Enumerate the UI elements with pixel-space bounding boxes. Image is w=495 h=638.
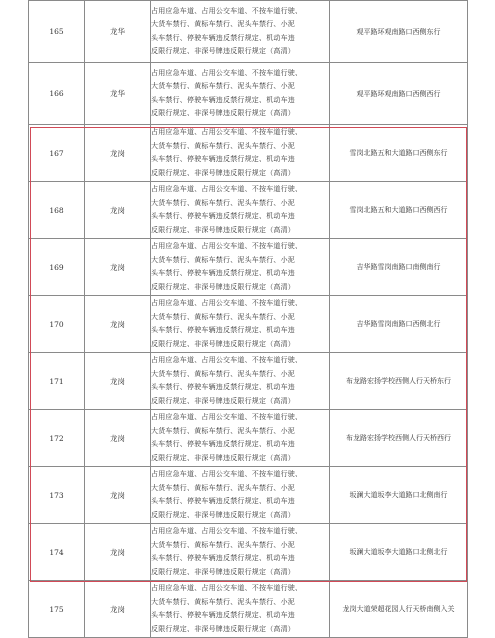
table-row (29, 467, 468, 524)
table-row (29, 581, 468, 638)
violation-line: 占用应急车道、占用公交车道、不按车道行驶、 (151, 356, 303, 364)
location-cell: 观平路环观南路口西侧东行 (330, 1, 468, 63)
location-cell: 雪岗北路五和大道路口西侧东行 (330, 125, 468, 182)
violation-line: 反限行规定、非深号牌违反限行规定（高清） (151, 624, 295, 633)
location-cell: 布龙路宏扬学校西侧人行天桥东行 (330, 353, 468, 410)
table-row (29, 125, 468, 182)
violation-types-cell (151, 239, 330, 296)
violation-line: 头车禁行、停驶车辆违反禁行规定、机动车违 (151, 212, 295, 220)
record-number: 168 (29, 182, 85, 239)
record-number: 172 (29, 410, 85, 467)
violation-line: 占用应急车道、占用公交车道、不按车道行驶、 (151, 470, 303, 478)
violation-line: 占用应急车道、占用公交车道、不按车道行驶、 (151, 185, 303, 193)
violation-line: 占用应急车道、占用公交车道、不按车道行驶、 (151, 299, 303, 307)
record-number: 169 (29, 239, 85, 296)
table-row (29, 63, 468, 125)
district-cell: 龙岗 (85, 467, 151, 524)
district-cell: 龙华 (85, 1, 151, 63)
table-row (29, 524, 468, 581)
violation-line: 头车禁行、停驶车辆违反禁行规定、机动车违 (151, 611, 295, 619)
location-cell: 观平路环观南路口西侧西行 (330, 63, 468, 125)
enforcement-location-table (28, 0, 468, 638)
violation-line: 占用应急车道、占用公交车道、不按车道行驶、 (151, 242, 303, 250)
district-cell: 龙岗 (85, 353, 151, 410)
violation-line: 反限行规定、非深号牌违反限行规定（高清） (151, 282, 295, 291)
table-row (29, 353, 468, 410)
district-cell: 龙岗 (85, 581, 151, 638)
violation-line: 大货车禁行、黄标车禁行、泥头车禁行、小泥 (151, 255, 295, 264)
violation-line: 头车禁行、停驶车辆违反禁行规定、机动车违 (151, 554, 295, 562)
record-number: 167 (29, 125, 85, 182)
violation-types-cell (151, 296, 330, 353)
record-number: 165 (29, 1, 85, 63)
violation-line: 占用应急车道、占用公交车道、不按车道行驶、 (151, 413, 303, 421)
violation-line: 反限行规定、非深号牌违反限行规定（高清） (151, 47, 295, 55)
violation-line: 反限行规定、非深号牌违反限行规定（高清） (151, 339, 295, 348)
violation-line: 占用应急车道、占用公交车道、不按车道行驶、 (151, 128, 303, 136)
location-cell: 雪岗北路五和大道路口西侧西行 (330, 182, 468, 239)
violation-line: 大货车禁行、黄标车禁行、泥头车禁行、小泥 (151, 426, 295, 435)
violation-types-cell (151, 125, 330, 182)
violation-line: 头车禁行、停驶车辆违反禁行规定、机动车违 (151, 440, 295, 448)
record-number: 170 (29, 296, 85, 353)
record-number: 174 (29, 524, 85, 581)
violation-line: 反限行规定、非深号牌违反限行规定（高清） (151, 109, 295, 117)
location-cell: 龙岗大道荣超花园人行天桥南侧入关 (330, 581, 468, 638)
violation-line: 占用应急车道、占用公交车道、不按车道行驶、 (151, 6, 303, 15)
violation-types-cell (151, 1, 330, 63)
violation-line: 大货车禁行、黄标车禁行、泥头车禁行、小泥 (151, 369, 295, 378)
violation-types-cell (151, 467, 330, 524)
violation-line: 大货车禁行、黄标车禁行、泥头车禁行、小泥 (151, 198, 295, 207)
location-cell: 吉华路雪岗南路口西侧北行 (330, 296, 468, 353)
table-row (29, 296, 468, 353)
violation-line: 大货车禁行、黄标车禁行、泥头车禁行、小泥 (151, 597, 295, 606)
violation-line: 头车禁行、停驶车辆违反禁行规定、机动车违 (151, 155, 295, 163)
table-row (29, 410, 468, 467)
location-cell: 布龙路宏扬学校西侧人行天桥西行 (330, 410, 468, 467)
district-cell: 龙岗 (85, 125, 151, 182)
violation-line: 大货车禁行、黄标车禁行、泥头车禁行、小泥 (151, 141, 295, 150)
table-row (29, 182, 468, 239)
violation-line: 头车禁行、停驶车辆违反禁行规定、机动车违 (151, 497, 295, 505)
violation-types-cell (151, 581, 330, 638)
violation-line: 反限行规定、非深号牌违反限行规定（高清） (151, 453, 295, 462)
violation-line: 大货车禁行、黄标车禁行、泥头车禁行、小泥 (151, 540, 295, 549)
violation-types-cell (151, 63, 330, 125)
violation-line: 头车禁行、停驶车辆违反禁行规定、机动车违 (151, 383, 295, 391)
violation-line: 头车禁行、停驶车辆违反禁行规定、机动车违 (151, 33, 295, 42)
violation-line: 大货车禁行、黄标车禁行、泥头车禁行、小泥 (151, 20, 295, 28)
violation-line: 占用应急车道、占用公交车道、不按车道行驶、 (151, 584, 303, 592)
district-cell: 龙岗 (85, 239, 151, 296)
location-cell: 坂澜大道坂李大道路口北侧南行 (330, 467, 468, 524)
violation-line: 反限行规定、非深号牌违反限行规定（高清） (151, 396, 295, 405)
district-cell: 龙岗 (85, 524, 151, 581)
violation-line: 反限行规定、非深号牌违反限行规定（高清） (151, 225, 295, 234)
district-cell: 龙岗 (85, 410, 151, 467)
violation-line: 头车禁行、停驶车辆违反禁行规定、机动车违 (151, 326, 295, 334)
violation-types-cell (151, 524, 330, 581)
violation-line: 占用应急车道、占用公交车道、不按车道行驶、 (151, 68, 303, 77)
location-cell: 坂澜大道坂李大道路口北侧北行 (330, 524, 468, 581)
violation-line: 反限行规定、非深号牌违反限行规定（高清） (151, 510, 295, 519)
violation-types-cell (151, 353, 330, 410)
district-cell: 龙华 (85, 63, 151, 125)
violation-line: 头车禁行、停驶车辆违反禁行规定、机动车违 (151, 269, 295, 277)
district-cell: 龙岗 (85, 182, 151, 239)
record-number: 173 (29, 467, 85, 524)
violation-types-cell (151, 182, 330, 239)
violation-line: 占用应急车道、占用公交车道、不按车道行驶、 (151, 527, 303, 535)
record-number: 171 (29, 353, 85, 410)
table-row (29, 239, 468, 296)
violation-line: 头车禁行、停驶车辆违反禁行规定、机动车违 (151, 95, 295, 104)
violation-line: 反限行规定、非深号牌违反限行规定（高清） (151, 567, 295, 576)
record-number: 166 (29, 63, 85, 125)
location-cell: 吉华路雪岗南路口南侧南行 (330, 239, 468, 296)
table-body (29, 1, 468, 638)
violation-line: 大货车禁行、黄标车禁行、泥头车禁行、小泥 (151, 312, 295, 321)
violation-types-cell (151, 410, 330, 467)
violation-line: 大货车禁行、黄标车禁行、泥头车禁行、小泥 (151, 483, 295, 492)
record-number: 175 (29, 581, 85, 638)
violation-line: 大货车禁行、黄标车禁行、泥头车禁行、小泥 (151, 82, 295, 90)
district-cell: 龙岗 (85, 296, 151, 353)
table-row (29, 1, 468, 63)
violation-line: 反限行规定、非深号牌违反限行规定（高清） (151, 168, 295, 177)
